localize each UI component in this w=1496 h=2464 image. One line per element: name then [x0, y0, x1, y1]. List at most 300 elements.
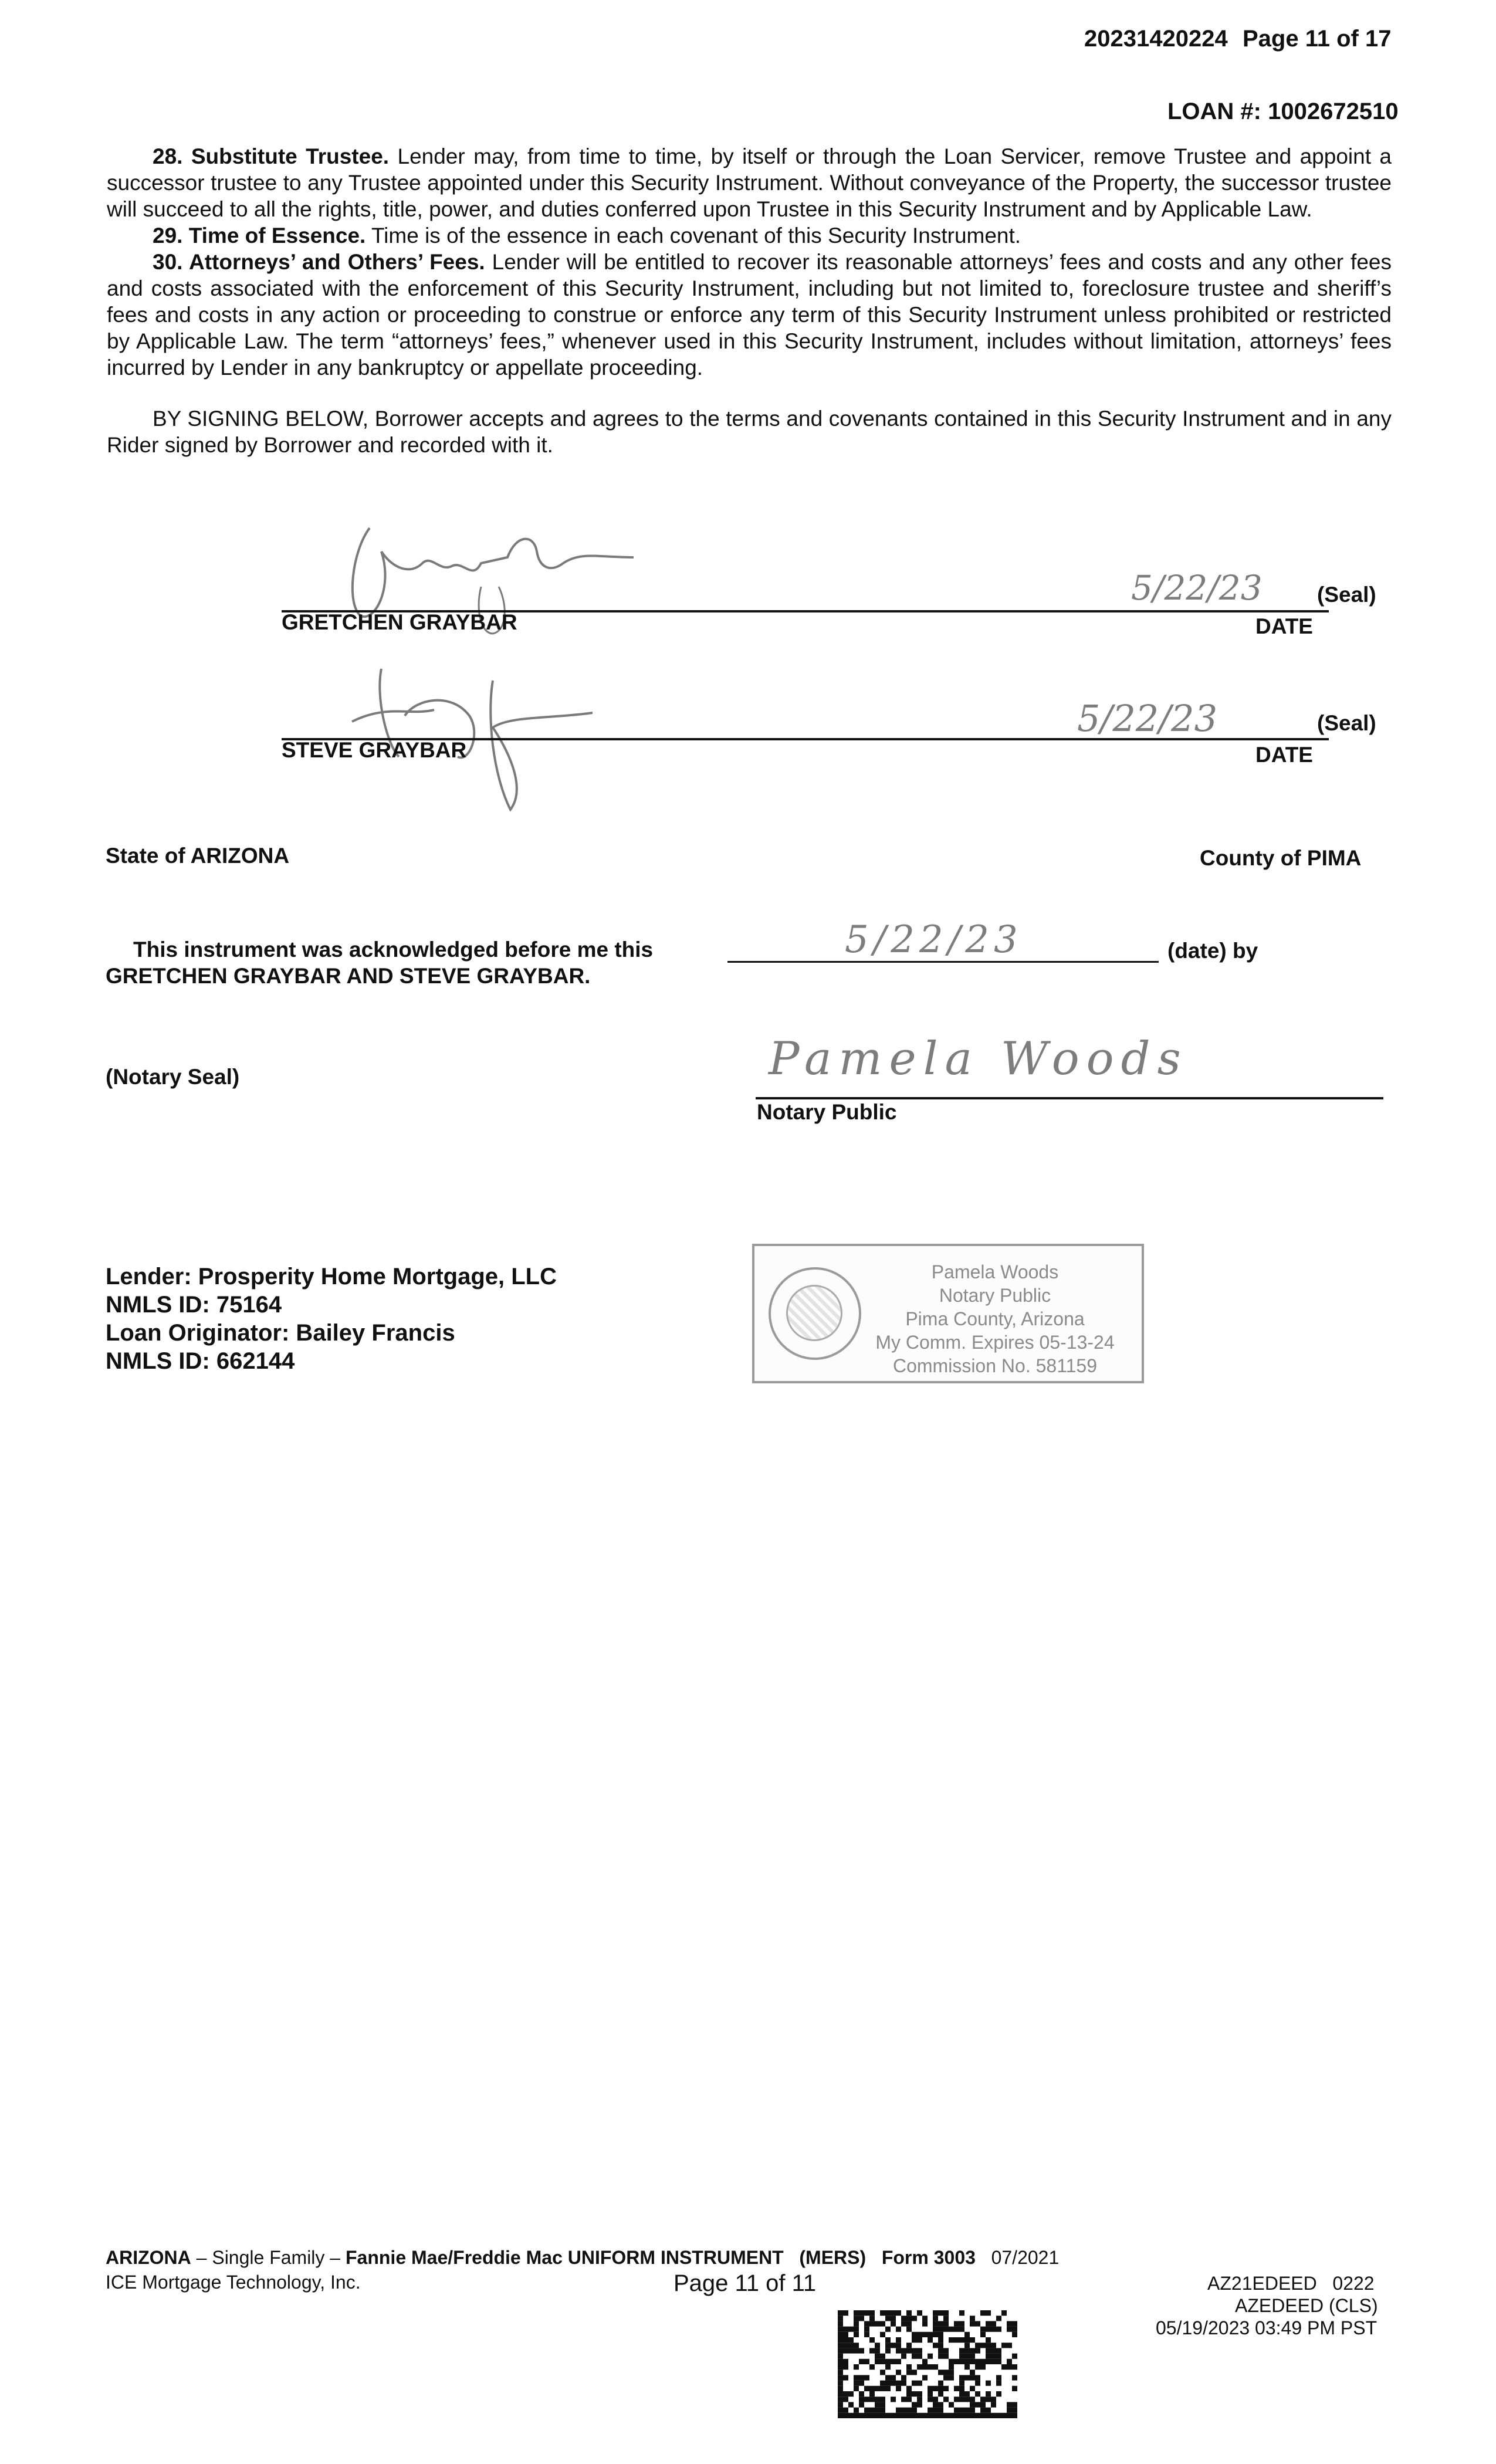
barcode-module — [964, 2391, 970, 2397]
barcode-module — [880, 2402, 885, 2407]
barcode-module — [980, 2397, 986, 2402]
barcode-module — [964, 2408, 970, 2413]
barcode-module — [922, 2321, 928, 2326]
barcode-module — [954, 2321, 959, 2326]
barcode-module — [996, 2348, 1001, 2353]
barcode-module — [917, 2381, 922, 2386]
barcode-module — [996, 2359, 1001, 2364]
signer-name-2: STEVE GRAYBAR — [282, 738, 467, 762]
barcode-module — [954, 2386, 959, 2391]
barcode-module — [875, 2343, 880, 2348]
barcode-module — [970, 2386, 975, 2391]
section-30-title: 30. Attorneys’ and Others’ Fees. — [153, 250, 485, 274]
barcode-module — [959, 2391, 964, 2397]
barcode-module — [906, 2370, 912, 2375]
barcode-module — [975, 2402, 980, 2407]
barcode-module — [869, 2397, 875, 2402]
barcode-module — [928, 2354, 933, 2359]
loan-originator: Loan Originator: Bailey Francis — [106, 1320, 455, 1346]
footer-page-number: Page 11 of 11 — [673, 2270, 817, 2296]
barcode-module — [859, 2381, 864, 2386]
notary-signature-line — [756, 1097, 1383, 1099]
barcode-module — [917, 2348, 922, 2353]
barcode-module — [838, 2402, 843, 2407]
barcode-module — [854, 2408, 859, 2413]
barcode-module — [970, 2316, 975, 2321]
barcode-image — [838, 2310, 1017, 2418]
barcode-module — [964, 2413, 970, 2418]
barcode-module — [1012, 2364, 1017, 2370]
barcode-module — [996, 2413, 1001, 2418]
barcode-module — [933, 2316, 938, 2321]
barcode-module — [838, 2397, 843, 2402]
barcode-module — [906, 2408, 912, 2413]
barcode-module — [970, 2402, 975, 2407]
barcode-module — [864, 2321, 869, 2326]
barcode-module — [864, 2332, 869, 2337]
barcode-module — [1012, 2413, 1017, 2418]
barcode-module — [859, 2316, 864, 2321]
stamp-line: Pima County, Arizona — [905, 1308, 1085, 1329]
barcode-module — [896, 2343, 901, 2348]
barcode-module — [906, 2343, 912, 2348]
state-label: State of ARIZONA — [106, 844, 290, 868]
barcode-module — [933, 2327, 938, 2332]
barcode-module — [954, 2397, 959, 2402]
barcode-module — [1007, 2364, 1012, 2370]
barcode-module — [838, 2359, 843, 2364]
barcode-module — [838, 2386, 843, 2391]
barcode-module — [938, 2348, 943, 2353]
barcode-module — [928, 2337, 933, 2343]
barcode-module — [975, 2391, 980, 2397]
county-label: County of PIMA — [1200, 846, 1362, 870]
barcode-module — [980, 2343, 986, 2348]
barcode-module — [880, 2413, 885, 2418]
barcode-module — [848, 2402, 854, 2407]
barcode-module — [880, 2408, 885, 2413]
barcode-module — [1001, 2343, 1007, 2348]
barcode-module — [912, 2348, 917, 2353]
barcode-module — [843, 2364, 848, 2370]
barcode-module — [959, 2354, 964, 2359]
barcode-module — [854, 2321, 859, 2326]
barcode-module — [864, 2386, 869, 2391]
barcode-module — [928, 2397, 933, 2402]
barcode-module — [1012, 2321, 1017, 2326]
barcode-module — [906, 2397, 912, 2402]
barcode-module — [891, 2375, 896, 2380]
barcode-module — [938, 2310, 943, 2316]
barcode-module — [1007, 2343, 1012, 2348]
barcode-module — [943, 2348, 949, 2353]
footer-separator: – Single Family – — [191, 2247, 346, 2268]
barcode-module — [954, 2337, 959, 2343]
barcode-module — [885, 2381, 891, 2386]
barcode-module — [901, 2408, 906, 2413]
barcode-module — [991, 2354, 996, 2359]
barcode-module — [880, 2332, 885, 2337]
barcode-module — [922, 2375, 928, 2380]
section-29-title: 29. Time of Essence. — [153, 224, 366, 248]
barcode-module — [964, 2332, 970, 2337]
barcode-module — [875, 2321, 880, 2326]
barcode-module — [854, 2375, 859, 2380]
barcode-module — [986, 2397, 991, 2402]
barcode-module — [854, 2364, 859, 2370]
barcode-module — [885, 2316, 891, 2321]
signer-name-1: GRETCHEN GRAYBAR — [282, 610, 517, 634]
section-30-body: Lender will be entitled to recover its reasonable attorneys’ fees and costs and any other fees and costs associated with the enforcement of this Security Instrument, including but not limited to, foreclosure trustee and sheriff’s fees and costs in any action or proceeding to construe or enforce any term of this Security Instrument unless prohibited or restricted by Applicable Law. The term “attorneys’ fees,” whenever used in this Security Instrument, includes without limitation, attorneys’ fees incurred by Lender in any bankruptcy or appellate proceeding. — [107, 250, 1392, 380]
handwritten-date-1: 5/22/23 — [1131, 568, 1263, 608]
section-29 — [107, 222, 1392, 249]
barcode-module — [917, 2402, 922, 2407]
barcode-module — [864, 2327, 869, 2332]
barcode-module — [854, 2316, 859, 2321]
barcode-module — [964, 2359, 970, 2364]
barcode-module — [859, 2310, 864, 2316]
footer-code1-num: 0222 — [1332, 2273, 1375, 2294]
barcode-module — [1001, 2413, 1007, 2418]
barcode-module — [896, 2408, 901, 2413]
barcode-module — [991, 2397, 996, 2402]
barcode-module — [859, 2402, 864, 2407]
barcode-module — [949, 2337, 954, 2343]
barcode-module — [938, 2354, 943, 2359]
barcode-module — [975, 2364, 980, 2370]
footer-form-number: Form 3003 — [881, 2247, 976, 2268]
barcode-module — [975, 2413, 980, 2418]
barcode-module — [986, 2348, 991, 2353]
barcode-module — [848, 2337, 854, 2343]
barcode-module — [891, 2316, 896, 2321]
barcode-module — [843, 2391, 848, 2397]
barcode-module — [901, 2354, 906, 2359]
barcode-module — [996, 2327, 1001, 2332]
barcode-module — [980, 2408, 986, 2413]
barcode-module — [901, 2397, 906, 2402]
barcode-module — [1007, 2413, 1012, 2418]
barcode-module — [838, 2343, 843, 2348]
barcode-module — [912, 2413, 917, 2418]
barcode-module — [943, 2375, 949, 2380]
barcode-module — [970, 2397, 975, 2402]
barcode-module — [938, 2386, 943, 2391]
barcode-module — [912, 2337, 917, 2343]
barcode-module — [906, 2391, 912, 2397]
document-number: 20231420224 — [1084, 26, 1228, 52]
barcode-module — [912, 2381, 917, 2386]
barcode-module — [938, 2343, 943, 2348]
barcode-module — [964, 2348, 970, 2353]
barcode-module — [1012, 2354, 1017, 2359]
barcode-module — [838, 2332, 843, 2337]
barcode-module — [838, 2391, 843, 2397]
barcode-module — [943, 2327, 949, 2332]
barcode-module — [880, 2359, 885, 2364]
barcode-module — [896, 2386, 901, 2391]
barcode-module — [980, 2327, 986, 2332]
barcode-module — [838, 2370, 843, 2375]
date-label-1: DATE — [1255, 614, 1313, 638]
section-29-body: Time is of the essence in each covenant of this Security Instrument. — [365, 224, 1021, 248]
barcode-module — [843, 2343, 848, 2348]
barcode-module — [869, 2386, 875, 2391]
footer-form-line — [106, 2247, 1059, 2269]
barcode-module — [917, 2391, 922, 2397]
barcode-module — [891, 2397, 896, 2402]
barcode-module — [1001, 2364, 1007, 2370]
signature-steve — [317, 645, 622, 821]
barcode-module — [986, 2413, 991, 2418]
barcode-module — [991, 2343, 996, 2348]
barcode-module — [959, 2348, 964, 2353]
barcode-module — [843, 2337, 848, 2343]
barcode-module — [880, 2321, 885, 2326]
footer-code1-id: AZ21EDEED — [1207, 2273, 1317, 2294]
notary-stamp — [752, 1244, 1144, 1383]
barcode-module — [954, 2327, 959, 2332]
barcode-module — [843, 2327, 848, 2332]
barcode-module — [1012, 2327, 1017, 2332]
barcode-module — [838, 2321, 843, 2326]
barcode-module — [896, 2413, 901, 2418]
barcode-module — [885, 2359, 891, 2364]
barcode-module — [986, 2391, 991, 2397]
barcode-module — [922, 2332, 928, 2337]
barcode-module — [854, 2386, 859, 2391]
barcode-module — [875, 2386, 880, 2391]
barcode-module — [854, 2343, 859, 2348]
barcode-module — [938, 2327, 943, 2332]
barcode-module — [964, 2364, 970, 2370]
barcode-module — [912, 2354, 917, 2359]
barcode-module — [970, 2413, 975, 2418]
footer-timestamp: 05/19/2023 03:49 PM PST — [1156, 2317, 1377, 2338]
barcode-module — [991, 2348, 996, 2353]
barcode-module — [838, 2337, 843, 2343]
barcode-module — [943, 2413, 949, 2418]
barcode-module — [991, 2359, 996, 2364]
barcode-module — [928, 2408, 933, 2413]
barcode-module — [912, 2370, 917, 2375]
barcode-module — [838, 2327, 843, 2332]
barcode-module — [1012, 2386, 1017, 2391]
barcode-module — [996, 2391, 1001, 2397]
barcode-module — [896, 2327, 901, 2332]
barcode-module — [875, 2402, 880, 2407]
barcode-module — [970, 2321, 975, 2326]
barcode-module — [838, 2381, 843, 2386]
barcode-module — [917, 2413, 922, 2418]
barcode-module — [880, 2370, 885, 2375]
barcode-module — [980, 2359, 986, 2364]
date-by-label: (date) by — [1167, 939, 1258, 963]
barcode-module — [906, 2413, 912, 2418]
barcode-module — [938, 2413, 943, 2418]
barcode-module — [959, 2408, 964, 2413]
stamp-line: Pamela Woods — [931, 1261, 1059, 1282]
barcode-module — [838, 2354, 843, 2359]
barcode-module — [949, 2375, 954, 2380]
acknowledgment-handwritten-date: 5/22/23 — [845, 918, 1023, 962]
barcode-module — [854, 2332, 859, 2337]
seal-label-1: (Seal) — [1317, 583, 1376, 607]
barcode-module — [986, 2337, 991, 2343]
barcode-module — [928, 2364, 933, 2370]
barcode-module — [869, 2413, 875, 2418]
barcode-module — [991, 2402, 996, 2407]
barcode-module — [959, 2337, 964, 2343]
barcode-module — [906, 2310, 912, 2316]
barcode-module — [986, 2321, 991, 2326]
barcode-module — [1007, 2359, 1012, 2364]
stamp-line: Notary Public — [939, 1285, 1051, 1306]
barcode-module — [885, 2375, 891, 2380]
barcode-module — [854, 2327, 859, 2332]
barcode-module — [959, 2310, 964, 2316]
barcode-module — [975, 2375, 980, 2380]
barcode-module — [933, 2332, 938, 2337]
barcode-module — [838, 2364, 843, 2370]
barcode-module — [843, 2375, 848, 2380]
barcode-module — [859, 2397, 864, 2402]
seal-label-2: (Seal) — [1317, 711, 1376, 735]
originator-nmls: NMLS ID: 662144 — [106, 1348, 295, 1374]
barcode-module — [917, 2310, 922, 2316]
barcode-module — [838, 2316, 843, 2321]
barcode-module — [864, 2397, 869, 2402]
barcode-module — [854, 2310, 859, 2316]
barcode-module — [906, 2386, 912, 2391]
handwritten-date-2: 5/22/23 — [1077, 697, 1218, 740]
barcode-module — [933, 2343, 938, 2348]
barcode-module — [949, 2370, 954, 2375]
barcode-module — [891, 2381, 896, 2386]
lender-nmls: NMLS ID: 75164 — [106, 1292, 282, 1318]
barcode-module — [917, 2397, 922, 2402]
barcode-module — [912, 2332, 917, 2337]
barcode-module — [975, 2321, 980, 2326]
barcode-module — [1012, 2332, 1017, 2337]
barcode-module — [896, 2370, 901, 2375]
barcode-module — [869, 2316, 875, 2321]
barcode-module — [986, 2310, 991, 2316]
barcode-module — [928, 2391, 933, 2397]
barcode-module — [938, 2408, 943, 2413]
barcode-module — [933, 2402, 938, 2407]
barcode-module — [885, 2327, 891, 2332]
barcode-module — [880, 2397, 885, 2402]
stamp-line: My Comm. Expires 05-13-24 — [875, 1332, 1115, 1353]
barcode-module — [970, 2348, 975, 2353]
barcode-module — [959, 2413, 964, 2418]
acknowledgment-line: This instrument was acknowledged before me this — [133, 937, 654, 962]
barcode-module — [854, 2413, 859, 2418]
section-28-title: 28. Substitute Trustee. — [153, 144, 390, 168]
barcode-module — [885, 2386, 891, 2391]
barcode-module — [986, 2354, 991, 2359]
barcode-module — [933, 2408, 938, 2413]
barcode-module — [959, 2386, 964, 2391]
barcode-module — [896, 2348, 901, 2353]
barcode-module — [869, 2321, 875, 2326]
footer-state: ARIZONA — [106, 2247, 191, 2268]
barcode-module — [954, 2408, 959, 2413]
barcode-module — [922, 2413, 928, 2418]
lender-name: Lender: Prosperity Home Mortgage, LLC — [106, 1264, 557, 1289]
section-28-body: Lender may, from time to time, by itself or through the Loan Servicer, remove Trustee and appoint a successor trustee to any Trustee appointed under this Security Instrument. Without conveyance of the Property, the successor trustee will succeed to all the rights, title, power, and duties conferred upon Trustee in this Security Instrument and by Applicable Law. — [107, 144, 1392, 221]
barcode-module — [901, 2348, 906, 2353]
barcode-module — [959, 2327, 964, 2332]
barcode-module — [943, 2397, 949, 2402]
barcode-module — [964, 2343, 970, 2348]
barcode-module — [838, 2310, 843, 2316]
barcode-module — [959, 2359, 964, 2364]
barcode-module — [891, 2310, 896, 2316]
barcode-module — [943, 2316, 949, 2321]
barcode-module — [943, 2321, 949, 2326]
barcode-module — [980, 2332, 986, 2337]
page-indicator: Page 11 of 17 — [1243, 26, 1392, 52]
barcode-module — [943, 2386, 949, 2391]
barcode-module — [875, 2413, 880, 2418]
barcode-module — [964, 2337, 970, 2343]
barcode-module — [848, 2327, 854, 2332]
barcode-module — [843, 2413, 848, 2418]
barcode-module — [880, 2386, 885, 2391]
barcode-module — [859, 2391, 864, 2397]
barcode-module — [848, 2348, 854, 2353]
barcode-module — [864, 2375, 869, 2380]
barcode-module — [843, 2332, 848, 2337]
barcode-module — [933, 2364, 938, 2370]
barcode-module — [854, 2348, 859, 2353]
barcode-module — [949, 2402, 954, 2407]
barcode-module — [970, 2359, 975, 2364]
footer-code2: AZEDEED (CLS) — [1235, 2295, 1378, 2316]
barcode-module — [859, 2375, 864, 2380]
barcode-module — [864, 2310, 869, 2316]
barcode-module — [891, 2321, 896, 2326]
barcode-module — [917, 2332, 922, 2337]
barcode-module — [943, 2370, 949, 2375]
barcode-module — [896, 2359, 901, 2364]
barcode-module — [964, 2375, 970, 2380]
barcode-module — [891, 2359, 896, 2364]
barcode-module — [1012, 2375, 1017, 2380]
barcode-module — [986, 2343, 991, 2348]
acknowledged-names: GRETCHEN GRAYBAR AND STEVE GRAYBAR. — [106, 964, 591, 988]
footer-form-date: 07/2021 — [991, 2247, 1060, 2268]
barcode-module — [869, 2337, 875, 2343]
barcode-module — [875, 2359, 880, 2364]
barcode-module — [885, 2343, 891, 2348]
barcode-module — [875, 2408, 880, 2413]
barcode-module — [933, 2386, 938, 2391]
barcode-module — [891, 2343, 896, 2348]
barcode-module — [991, 2327, 996, 2332]
barcode-module — [964, 2397, 970, 2402]
barcode-module — [869, 2391, 875, 2397]
barcode-module — [959, 2375, 964, 2380]
barcode-module — [838, 2408, 843, 2413]
barcode-module — [1001, 2310, 1007, 2316]
barcode-module — [933, 2310, 938, 2316]
barcode-module — [1007, 2321, 1012, 2326]
barcode-module — [864, 2413, 869, 2418]
notary-public-label: Notary Public — [757, 1100, 897, 1124]
